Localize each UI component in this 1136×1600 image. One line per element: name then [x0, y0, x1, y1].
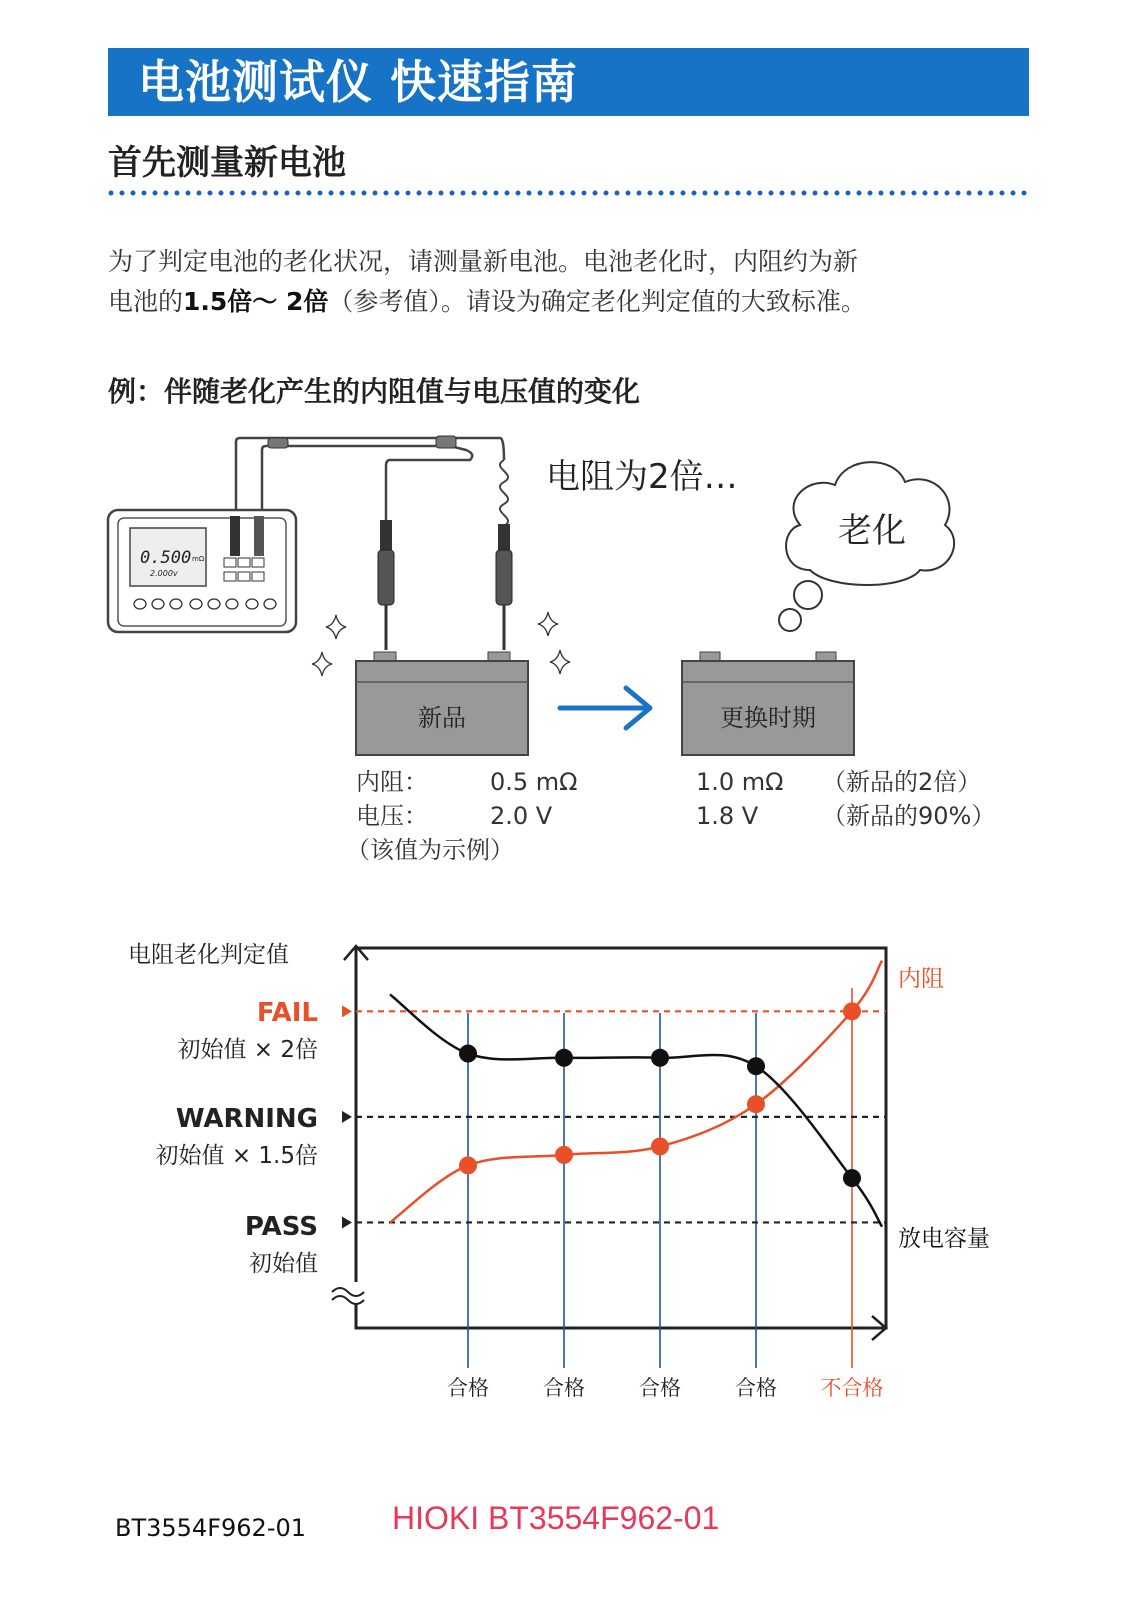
battery-old-label: 更换时期 [720, 704, 816, 732]
data-point-capacity [555, 1049, 573, 1067]
meter-reading: 0.500 [140, 548, 192, 568]
data-point-resistance [651, 1137, 669, 1155]
axis-break-icon [330, 1282, 370, 1304]
replace-resistance-value: 1.0 mΩ [696, 768, 784, 796]
resistance-double-text: 电阻为2倍… [546, 457, 738, 497]
x-category-label: 不合格 [820, 1376, 884, 1400]
data-point-capacity [651, 1049, 669, 1067]
x-category-label: 合格 [639, 1376, 681, 1400]
threshold-warning-desc: 初始值 × 1.5倍 [155, 1143, 318, 1169]
intro-bold-ratio: 1.5倍～ 2倍 [183, 287, 329, 316]
new-voltage-label: 电压： [356, 802, 428, 830]
section-heading: 首先测量新电池 [108, 143, 346, 183]
replace-voltage-note: （新品的90%） [822, 802, 996, 830]
data-point-capacity [459, 1045, 477, 1063]
replace-resistance-note: （新品的2倍） [822, 768, 982, 796]
data-point-resistance [459, 1156, 477, 1174]
x-category-label: 合格 [735, 1376, 777, 1400]
intro-text-a: 电池的 [108, 287, 184, 316]
y-axis-title: 电阻老化判定值 [128, 942, 289, 968]
threshold-marker-icon [342, 1216, 352, 1228]
new-voltage-value: 2.0 V [490, 802, 553, 830]
new-resistance-label: 内阻： [356, 768, 428, 796]
intro-text-b: （参考值）。请设为确定老化判定值的大致标准。 [328, 287, 866, 316]
threshold-pass-label: PASS [244, 1212, 318, 1242]
meter-unit: mΩ [192, 555, 205, 563]
threshold-marker-icon [342, 1111, 352, 1123]
x-category-label: 合格 [543, 1376, 585, 1400]
threshold-pass-desc: 初始值 [249, 1251, 318, 1277]
x-category-label: 合格 [447, 1376, 489, 1400]
replace-voltage-value: 1.8 V [696, 802, 759, 830]
threshold-fail-label: FAIL [256, 998, 318, 1028]
intro-line-1: 为了判定电池的老化状况，请测量新电池。电池老化时，内阻约为新 [108, 247, 859, 276]
data-point-resistance [555, 1146, 573, 1164]
series-label-capacity: 放电容量 [898, 1226, 990, 1252]
document-code: BT3554F962-01 [115, 1514, 307, 1542]
threshold-warning-label: WARNING [175, 1104, 318, 1134]
battery-new-label: 新品 [418, 704, 466, 732]
data-point-resistance [843, 1002, 861, 1020]
series-label-resistance: 内阻 [898, 966, 944, 992]
watermark: HIOKI BT3554F962-01 [392, 1500, 720, 1536]
data-point-capacity [843, 1169, 861, 1187]
meter-sub-reading: 2.000v [150, 569, 178, 578]
series-line-capacity [390, 994, 882, 1226]
data-point-capacity [747, 1057, 765, 1075]
page-title: 电池测试仪 快速指南 [138, 55, 579, 109]
series-line-resistance [390, 961, 882, 1223]
example-title: 例：伴随老化产生的内阻值与电压值的变化 [108, 375, 641, 408]
example-note: （该值为示例） [346, 836, 514, 864]
new-resistance-value: 0.5 mΩ [490, 768, 578, 796]
threshold-marker-icon [342, 1005, 352, 1017]
data-point-resistance [747, 1095, 765, 1113]
bubble-text: 老化 [838, 511, 906, 551]
threshold-fail-desc: 初始值 × 2倍 [177, 1037, 318, 1063]
